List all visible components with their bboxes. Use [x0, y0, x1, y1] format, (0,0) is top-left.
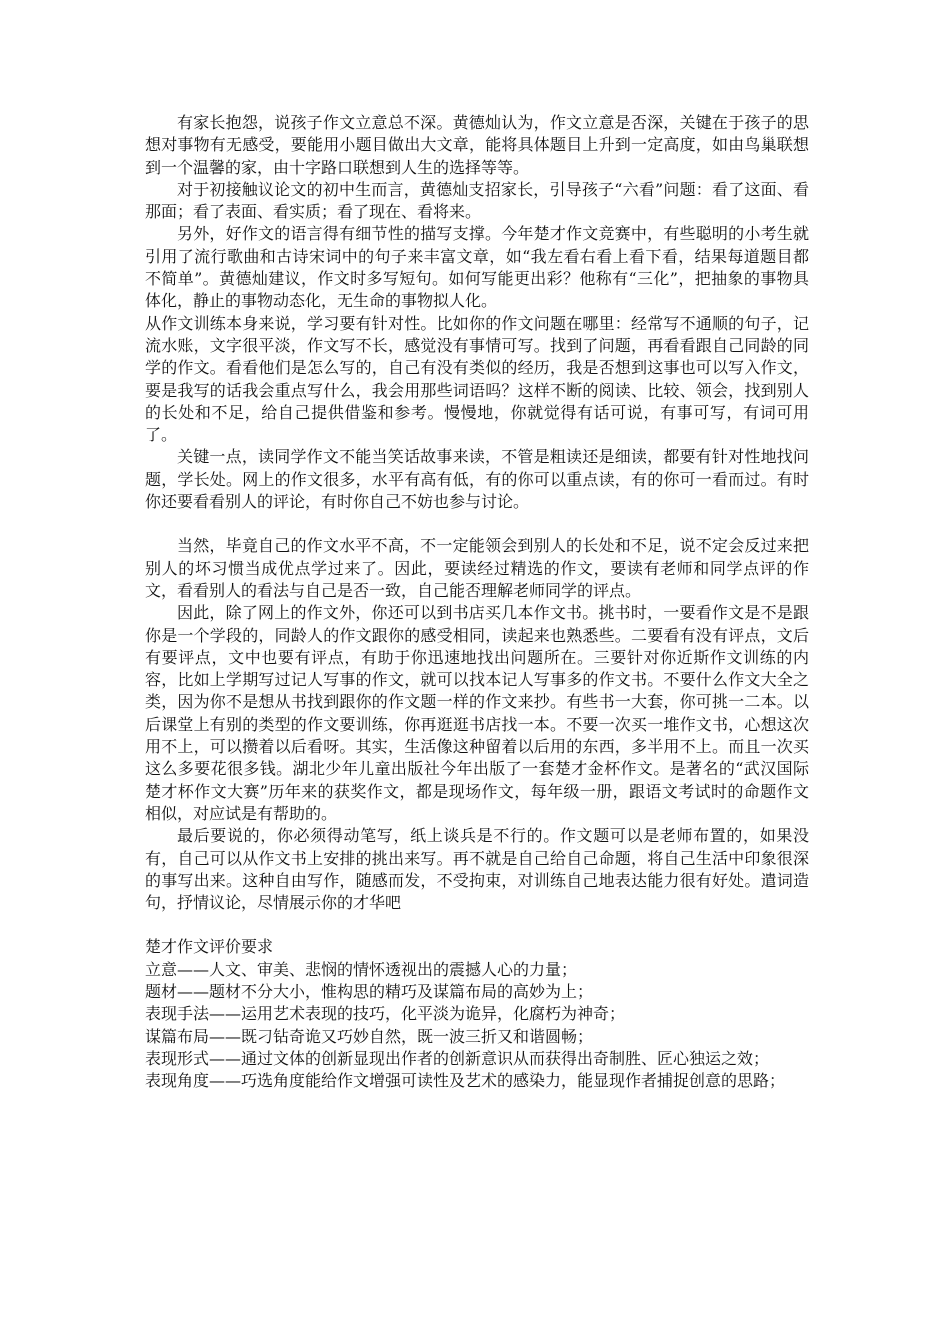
body-paragraph: 对于初接触议论文的初中生而言，黄德灿支招家长，引导孩子“六看”问题：看了这面、看那面；看了表面、看实质；看了现在、看将来。 [145, 179, 809, 222]
body-paragraph: 关键一点，读同学作文不能当笑话故事来读，不管是粗读还是细读，都要有针对性地找问题，学长处。网上的作文很多，水平有高有低，有的你可以重点读，有的你可一看而过。有时你还要看看别人的评论，有时你自己不妨也参与讨论。 [145, 447, 809, 512]
paragraph-gap [145, 914, 809, 936]
criteria-item: 表现形式——通过文体的创新显现出作者的创新意识从而获得出奇制胜、匠心独运之效； [145, 1048, 770, 1068]
body-paragraph: 当然，毕竟自己的作文水平不高，不一定能领会到别人的长处和不足，说不定会反过来把别人的坏习惯当成优点学过来了。因此，要读经过精选的作文，要读有老师和同学点评的作文，看看别人的看法与自己是否一致，自己能否理解老师同学的评点。 [145, 536, 809, 600]
body-paragraph: 有家长抱怨，说孩子作文立意总不深。黄德灿认为，作文立意是否深，关键在于孩子的思想对事物有无感受，要能用小题目做出大文章，能将具体题目上升到一定高度，如由鸟巢联想到一个温馨的家，由十字路口联想到人生的选择等等。 [145, 113, 809, 177]
criteria-list [145, 959, 809, 1093]
criteria-item: 题材——题材不分大小，惟构思的精巧及谋篇布局的高妙为上； [145, 981, 594, 1001]
criteria-item: 表现角度——巧选角度能给作文增强可读性及艺术的感染力，能显现作者捕捉创意的思路； [145, 1071, 786, 1091]
article-body [145, 112, 809, 936]
body-paragraph: 因此，除了网上的作文外，你还可以到书店买几本作文书。挑书时，一要看作文是不是跟你是一个学段的，同龄人的作文跟你的感受相同，读起来也熟悉些。二要看有没有评点，文后有要评点，文中也要有评点，有助于你迅速地找出问题所在。三要针对你近斯作文训练的内容，比如上学期写过记人写事的作文，就可以找本记人写事多的作文书。不要什么作文大全之类，因为你不是想从书找到跟你的作文题一样的作文来抄。有些书一大套，你可挑一二本。以后课堂上有别的类型的作文要训练，你再逛逛书店找一本。不要一次买一堆作文书，心想这次用不上，可以攒着以后看呀。其实，生活像这种留着以后用的东西，多半用不上。而且一次买这么多要花很多钱。湖北少年儿童出版社今年出版了一套楚才金杯作文。是著名的“武汉国际楚才杯作文大赛”历年来的获奖作文，都是现场作文，每年级一册，跟语文考试时的命题作文相似，对应试是有帮助的。 [145, 603, 809, 823]
criteria-item: 立意——人文、审美、悲悯的情怀透视出的震撼人心的力量； [145, 959, 578, 979]
body-paragraph: 从作文训练本身来说，学习要有针对性。比如你的作文问题在哪里：经常写不通顺的句子，记流水账，文字很平淡，作文写不长，感觉没有事情可写。找到了问题，再看看跟自己同龄的同学的作文。看看他们是怎么写的，自己有没有类似的经历，我是否想到这事也可以写入作文，要是我写的话我会重点写什么，我会用那些词语吗？这样不断的阅读、比较、领会，找到别人的长处和不足，给自己提供借鉴和参考。慢慢地，你就觉得有话可说，有事可写，有词可用了。 [145, 313, 809, 445]
body-paragraph: 另外，好作文的语言得有细节性的描写支撑。今年楚才作文竞赛中，有些聪明的小考生就引用了流行歌曲和古诗宋词中的句子来丰富文章，如“我左看右看上看下看，结果每道题目都不简单”。黄德灿建议，作文时多写短句。如何写能更出彩？他称有“三化”，把抽象的事物具体化，静止的事物动态化，无生命的事物拟人化。 [145, 224, 809, 311]
criteria-item: 谋篇布局——既刁钻奇诡又巧妙自然，既一波三折又和谐圆畅； [145, 1026, 594, 1046]
criteria-title: 楚才作文评价要求 [145, 937, 274, 957]
criteria-item: 表现手法——运用艺术表现的技巧，化平淡为诡异，化腐朽为神奇； [145, 1004, 626, 1024]
body-paragraph: 最后要说的，你必须得动笔写，纸上谈兵是不行的。作文题可以是老师布置的，如果没有，自己可以从作文书上安排的挑出来写。再不就是自己给自己命题，将自己生活中印象很深的事写出来。这种自由写作，随感而发，不受拘束，对训练自己地表达能力很有好处。遣词造句，抒情议论，尽情展示你的才华吧 [145, 826, 809, 913]
paragraph-gap [145, 513, 809, 535]
document-page [145, 112, 809, 1092]
